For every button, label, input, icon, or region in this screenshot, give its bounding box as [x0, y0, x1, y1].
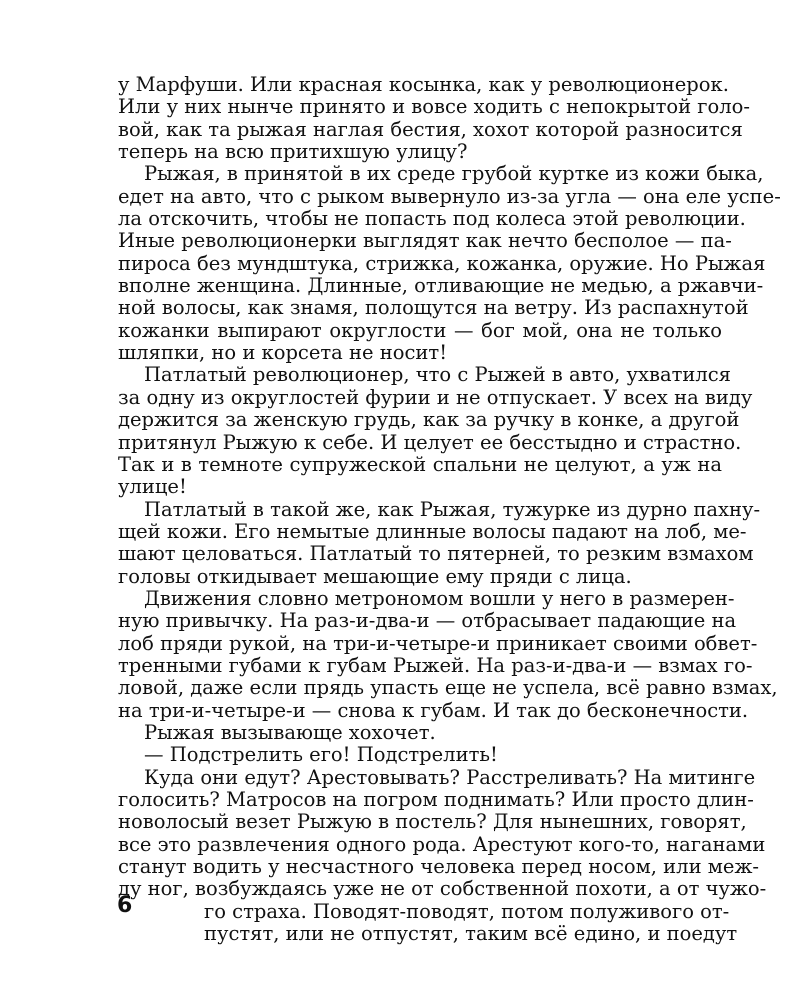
text-line: Иные революционерки выглядят как нечто бесполое — па-: [118, 229, 732, 253]
page-number: 6: [117, 893, 133, 918]
text-line: пустят, или не отпустят, таким всё едино, и поедут: [204, 922, 738, 946]
text-line: Движения словно метрономом вошли у него в размерен-: [144, 586, 735, 610]
text-line: щей кожи. Его немытые длинные волосы падают на лоб, ме-: [118, 519, 747, 543]
text-line: Патлатый в такой же, как Рыжая, тужурке из дурно пахну-: [144, 497, 761, 521]
text-line: ной волосы, как знамя, полощутся на ветру. Из распахнутой: [118, 296, 749, 320]
text-line: — Подстрелить его! Подстрелить!: [144, 743, 498, 767]
text-line: все это развлечения одного рода. Арестуют кого-то, наганами: [118, 832, 766, 856]
text-line: за одну из округлостей фурии и не отпускает. У всех на виду: [118, 385, 753, 409]
text-line: едет на авто, что с рыком вывернуло из-за угла — она еле успе-: [118, 184, 781, 208]
text-line: ла отскочить, чтобы не попасть под колеса этой революции.: [118, 207, 746, 231]
text-line: Патлатый революционер, что с Рыжей в авто, ухватился: [144, 363, 731, 387]
text-line: кожанки выпирают округлости — бог мой, она не только: [118, 318, 722, 342]
text-line: теперь на всю притихшую улицу?: [118, 140, 468, 164]
body-text: [118, 73, 781, 946]
text-line: Куда они едут? Арестовывать? Расстреливать? На митинге: [144, 765, 756, 789]
text-line: ную привычку. На раз-и-два-и — отбрасывает падающие на: [118, 609, 737, 633]
text-line: шают целоваться. Патлатый то пятерней, то резким взмахом: [118, 542, 754, 566]
text-line: вполне женщина. Длинные, отливающие не медью, а ржавчи-: [118, 274, 764, 298]
text-line: Рыжая вызывающе хохочет.: [144, 720, 436, 744]
text-line: Или у них нынче принято и вовсе ходить с непокрытой голо-: [118, 95, 750, 119]
text-line: у Марфуши. Или красная косынка, как у революционерок.: [118, 73, 729, 96]
text-line: го страха. Поводят-поводят, потом полуживого от-: [204, 899, 730, 923]
text-line: станут водить у несчастного человека перед носом, или меж-: [118, 855, 759, 879]
text-line: головы откидывает мешающие ему пряди с лица.: [118, 564, 632, 588]
text-line: на три-и-четыре-и — снова к губам. И так до бесконечности.: [118, 698, 749, 722]
text-line: притянул Рыжую к себе. И целует ее бесстыдно и страстно.: [118, 430, 742, 454]
text-line: пироса без мундштука, стрижка, кожанка, оружие. Но Рыжая: [118, 251, 766, 275]
text-line: лоб пряди рукой, на три-и-четыре-и приникает своими обвет-: [118, 631, 758, 655]
text-line: голосить? Матросов на погром поднимать? Или просто длин-: [118, 788, 754, 811]
text-line: Рыжая, в принятой в их среде грубой куртке из кожи быка,: [144, 162, 764, 186]
text-line: Так и в темноте супружеской спальни не целуют, а уж на: [118, 452, 722, 476]
text-line: тренными губами к губам Рыжей. На раз-и-два-и — взмах го-: [118, 653, 753, 677]
text-line: вой, как та рыжая наглая бестия, хохот которой разносится: [118, 117, 743, 141]
text-line: улице!: [118, 475, 187, 499]
text-line: ловой, даже если прядь упасть еще не успела, всё равно взмах,: [118, 676, 778, 700]
text-line: шляпки, но и корсета не носит!: [118, 341, 448, 365]
text-line: ду ног, возбуждаясь уже не от собственной похоти, а от чужо-: [118, 877, 767, 901]
text-line: новолосый везет Рыжую в постель? Для нынешних, говорят,: [118, 810, 747, 834]
text-line: держится за женскую грудь, как за ручку в конке, а другой: [118, 408, 740, 432]
